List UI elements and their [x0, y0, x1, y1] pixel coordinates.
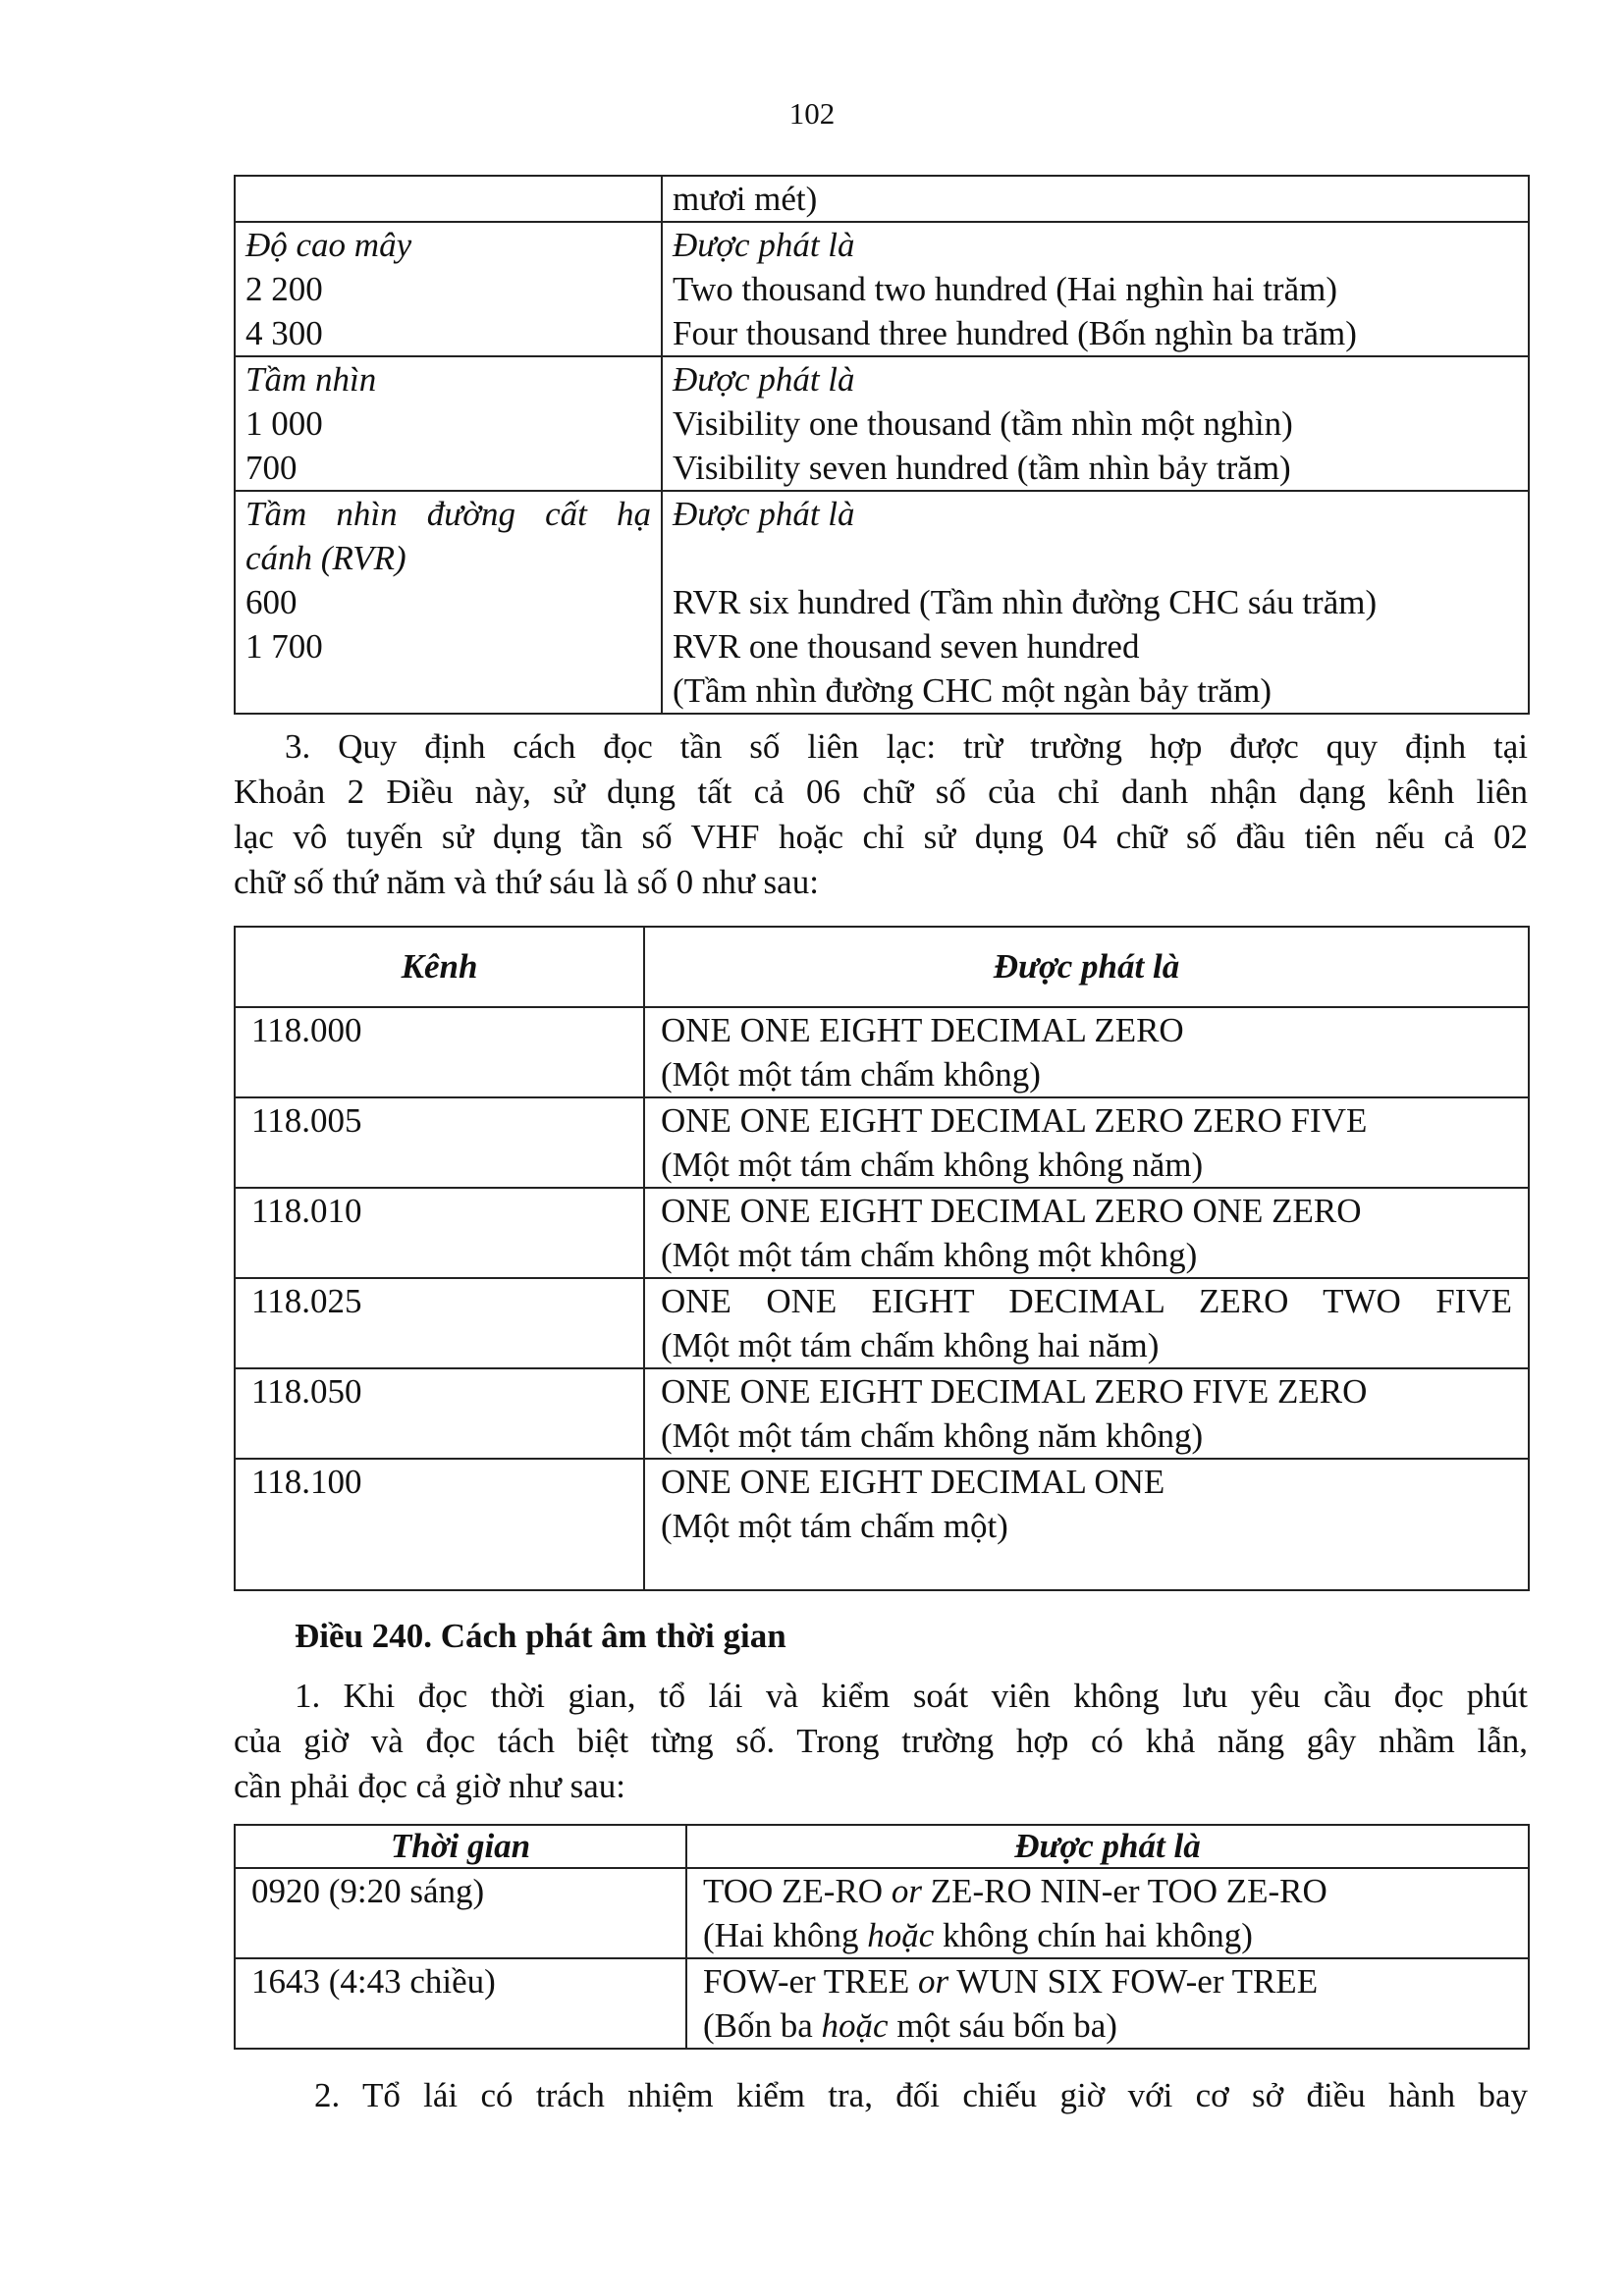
column-header: Được phát là — [686, 1825, 1529, 1868]
table-row — [235, 1868, 1529, 1958]
value-text: Four thousand three hundred (Bốn nghìn ba trăm) — [673, 314, 1357, 352]
table-row — [235, 1007, 1529, 1097]
translation-text — [703, 1913, 1512, 1957]
spoken-cell — [644, 1459, 1529, 1590]
row-label: Độ cao mây — [245, 226, 412, 264]
spoken-text: ONE ONE EIGHT DECIMAL ONE — [661, 1463, 1165, 1501]
spoken-text: ONE ONE EIGHT DECIMAL ZERO ZERO FIVE — [661, 1101, 1368, 1140]
table-row — [235, 1459, 1529, 1590]
article-paragraph-2 — [234, 2073, 1528, 2118]
value-text: RVR six hundred (Tầm nhìn đường CHC sáu trăm) — [673, 583, 1378, 621]
spoken-option: FOW-er TREE — [703, 1962, 910, 2001]
time-cell: 0920 (9:20 sáng) — [235, 1868, 686, 1958]
value-text: 1 700 — [245, 627, 323, 666]
channel-cell: 118.025 — [235, 1278, 644, 1368]
paragraph-line: cần phải đọc cả giờ như sau: — [234, 1767, 626, 1805]
spoken-option: WUN SIX FOW-er TREE — [956, 1962, 1319, 2001]
value-text: 700 — [245, 449, 298, 487]
time-cell: 1643 (4:43 chiều) — [235, 1958, 686, 2049]
channel-cell: 118.000 — [235, 1007, 644, 1097]
value-text: RVR one thousand seven hundred — [673, 627, 1140, 666]
spoken-text: ONE ONE EIGHT DECIMAL ZERO TWO FIVE — [661, 1282, 1512, 1320]
value-text: 600 — [245, 583, 298, 621]
spoken-cell — [686, 1958, 1529, 2049]
row-label: cánh (RVR) — [245, 539, 406, 577]
translation-option: một sáu bốn ba) — [896, 2006, 1117, 2045]
spoken-text: ONE ONE EIGHT DECIMAL ZERO FIVE ZERO — [661, 1372, 1368, 1411]
table-row — [235, 176, 1529, 222]
spoken-text — [703, 1959, 1512, 2003]
column-header: Kênh — [235, 927, 644, 1007]
article-paragraph-1 — [234, 1674, 1528, 1809]
column-header: Được phát là — [644, 927, 1529, 1007]
frequency-table — [234, 926, 1530, 1591]
value-text: Visibility seven hundred (tầm nhìn bảy trăm) — [673, 449, 1291, 487]
translation-option: không chín hai không) — [943, 1916, 1253, 1954]
channel-cell: 118.100 — [235, 1459, 644, 1590]
translation-text: (Một một tám chấm không hai năm) — [661, 1326, 1160, 1364]
table-row — [235, 1097, 1529, 1188]
translation-text: (Một một tám chấm không năm không) — [661, 1416, 1204, 1455]
table-header-row — [235, 927, 1529, 1007]
spoken-option: ZE-RO NIN-er TOO ZE-RO — [930, 1872, 1327, 1910]
or-word: hoặc — [821, 2006, 889, 2045]
pronounced-as-label: Được phát là — [673, 226, 855, 264]
spoken-cell — [686, 1868, 1529, 1958]
or-word: or — [918, 1962, 949, 2001]
value-text: Two thousand two hundred (Hai nghìn hai trăm) — [673, 270, 1337, 308]
paragraph-line: chữ số thứ năm và thứ sáu là số 0 như sau: — [234, 863, 819, 901]
table-cell — [662, 491, 1529, 714]
table-cell — [235, 176, 662, 222]
translation-option: (Hai không — [703, 1916, 859, 1954]
or-word: hoặc — [867, 1916, 935, 1954]
channel-cell: 118.010 — [235, 1188, 644, 1278]
table-cell — [662, 222, 1529, 356]
table-row — [235, 1278, 1529, 1368]
table-cell — [235, 491, 662, 714]
column-header: Thời gian — [235, 1825, 686, 1868]
table-cell — [235, 222, 662, 356]
page-number: 102 — [788, 96, 836, 131]
paragraph-line: lạc vô tuyến sử dụng tần số VHF hoặc chỉ sử dụng 04 chữ số đầu tiên nếu cả 02 — [234, 818, 1528, 856]
spoken-text: ONE ONE EIGHT DECIMAL ZERO ONE ZERO — [661, 1192, 1362, 1230]
spoken-cell — [644, 1278, 1529, 1368]
value-text: Visibility one thousand (tầm nhìn một nghìn) — [673, 404, 1293, 443]
channel-cell: 118.050 — [235, 1368, 644, 1459]
translation-text: (Một một tám chấm không không năm) — [661, 1146, 1204, 1184]
table-row — [235, 1188, 1529, 1278]
value-text: (Tầm nhìn đường CHC một ngàn bảy trăm) — [673, 671, 1272, 710]
table-row — [235, 356, 1529, 491]
value-text: 1 000 — [245, 404, 323, 443]
or-word: or — [891, 1872, 922, 1910]
translation-text: (Một một tám chấm một) — [661, 1507, 1008, 1545]
paragraph-line: 2. Tổ lái có trách nhiệm kiểm tra, đối chiếu giờ với cơ sở điều hành bay — [314, 2076, 1528, 2114]
translation-text: (Một một tám chấm không một không) — [661, 1236, 1198, 1274]
value-text: 2 200 — [245, 270, 323, 308]
spoken-cell — [644, 1368, 1529, 1459]
translation-text — [703, 2003, 1512, 2048]
translation-option: (Bốn ba — [703, 2006, 813, 2045]
table-header-row — [235, 1825, 1529, 1868]
table-cell — [235, 356, 662, 491]
pronounced-as-label: Được phát là — [673, 495, 855, 533]
paragraph-line: của giờ và đọc tách biệt từng số. Trong trường hợp có khả năng gây nhầm lẫn, — [234, 1722, 1528, 1760]
row-label: Tầm nhìn — [245, 360, 377, 399]
paragraph-3 — [234, 724, 1528, 905]
pronounced-as-label: Được phát là — [673, 360, 855, 399]
paragraph-line: 3. Quy định cách đọc tần số liên lạc: trừ trường hợp được quy định tại — [285, 727, 1528, 766]
table-cell — [662, 176, 1529, 222]
table-row — [235, 1368, 1529, 1459]
channel-cell: 118.005 — [235, 1097, 644, 1188]
table-row — [235, 491, 1529, 714]
spoken-text — [703, 1869, 1512, 1913]
cell-text: mươi mét) — [673, 180, 818, 218]
spoken-cell — [644, 1188, 1529, 1278]
article-heading: Điều 240. Cách phát âm thời gian — [295, 1617, 786, 1655]
value-text: 4 300 — [245, 314, 323, 352]
spoken-cell — [644, 1007, 1529, 1097]
spoken-cell — [644, 1097, 1529, 1188]
table-row — [235, 222, 1529, 356]
weather-readout-table — [234, 175, 1530, 715]
row-label: Tầm nhìn đường cất hạ — [245, 495, 651, 533]
translation-text: (Một một tám chấm không) — [661, 1055, 1041, 1094]
time-pronunciation-table — [234, 1824, 1530, 2050]
spoken-text: ONE ONE EIGHT DECIMAL ZERO — [661, 1011, 1184, 1049]
table-row — [235, 1958, 1529, 2049]
spoken-option: TOO ZE-RO — [703, 1872, 884, 1910]
paragraph-line: 1. Khi đọc thời gian, tổ lái và kiểm soát viên không lưu yêu cầu đọc phút — [295, 1677, 1528, 1715]
paragraph-line: Khoản 2 Điều này, sử dụng tất cả 06 chữ số của chỉ danh nhận dạng kênh liên — [234, 773, 1528, 811]
table-cell — [662, 356, 1529, 491]
